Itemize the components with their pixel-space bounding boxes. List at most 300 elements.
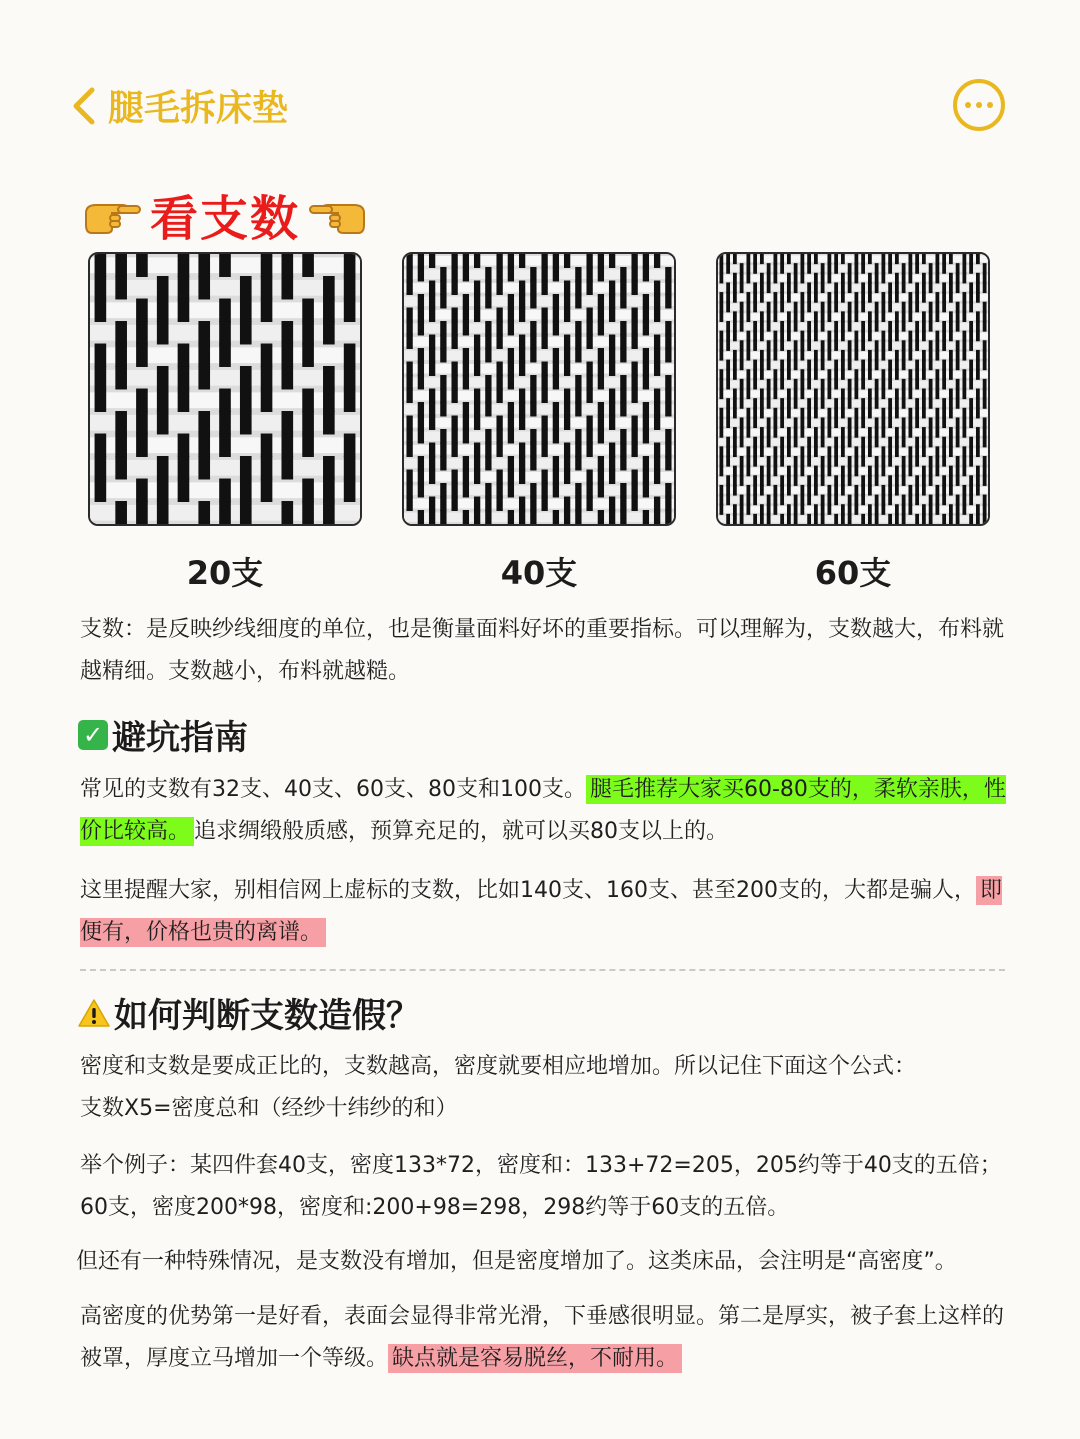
warp-thread: [643, 470, 649, 484]
warp-thread: [780, 398, 784, 409]
warp-thread: [198, 276, 210, 299]
warp-thread: [440, 294, 446, 308]
warp-thread: [861, 263, 865, 274]
warp-thread: [178, 456, 190, 479]
warp-thread: [620, 335, 626, 349]
warp-thread: [665, 456, 671, 470]
warp-thread: [956, 302, 960, 313]
warp-thread: [643, 348, 649, 362]
warp-thread: [451, 389, 457, 403]
warp-thread: [868, 360, 872, 371]
warp-thread: [726, 379, 730, 390]
warp-thread: [794, 466, 798, 477]
warp-thread: [861, 417, 865, 428]
warp-thread: [807, 369, 811, 380]
warp-thread: [895, 504, 899, 515]
warp-thread: [451, 254, 457, 268]
warp-thread: [586, 470, 592, 484]
warp-thread: [827, 263, 831, 274]
warp-thread: [854, 350, 858, 361]
warp-thread: [780, 417, 784, 428]
warp-thread: [875, 263, 879, 274]
warp-thread: [440, 443, 446, 457]
warp-thread: [854, 495, 858, 506]
warp-thread: [496, 321, 502, 335]
warp-thread: [508, 402, 514, 416]
warp-thread: [733, 369, 737, 380]
warp-thread: [609, 294, 615, 308]
warp-thread: [261, 479, 273, 502]
warp-thread: [834, 379, 838, 390]
warp-thread: [643, 416, 649, 430]
warp-thread: [654, 416, 660, 430]
warp-thread: [976, 292, 980, 303]
warp-thread: [665, 321, 671, 335]
warp-thread: [841, 437, 845, 448]
warp-thread: [519, 348, 525, 362]
warp-thread: [888, 321, 892, 332]
warp-thread: [949, 427, 953, 438]
warp-thread: [949, 350, 953, 361]
warp-thread: [881, 340, 885, 351]
warp-thread: [719, 485, 723, 496]
warp-thread: [794, 504, 798, 515]
warp-thread: [888, 398, 892, 409]
warp-thread: [773, 311, 777, 322]
warp-thread: [136, 254, 148, 277]
warp-thread: [854, 466, 858, 477]
warp-thread: [740, 466, 744, 477]
warp-thread: [881, 427, 885, 438]
warp-thread: [719, 369, 723, 380]
warp-thread: [868, 504, 872, 515]
warp-thread: [902, 495, 906, 506]
warp-thread: [780, 254, 784, 264]
warp-thread: [787, 360, 791, 371]
warp-thread: [586, 321, 592, 335]
warp-thread: [956, 417, 960, 428]
warp-thread: [983, 495, 987, 506]
warp-thread: [935, 379, 939, 390]
warp-thread: [969, 398, 973, 409]
warp-thread: [760, 475, 764, 486]
warp-thread: [787, 254, 791, 264]
warp-thread: [800, 389, 804, 400]
warp-thread: [908, 292, 912, 303]
warp-thread: [814, 466, 818, 477]
warp-thread: [787, 408, 791, 419]
warp-thread: [631, 443, 637, 457]
warp-thread: [740, 360, 744, 371]
warp-thread: [719, 466, 723, 477]
warp-thread: [406, 375, 412, 389]
warp-thread: [451, 335, 457, 349]
warp-thread: [915, 331, 919, 342]
warp-thread: [281, 344, 293, 367]
warp-thread: [726, 321, 730, 332]
warp-thread: [929, 360, 933, 371]
warp-thread: [827, 389, 831, 400]
warp-thread: [733, 273, 737, 284]
warp-thread: [665, 402, 671, 416]
warp-thread: [800, 417, 804, 428]
warp-thread: [969, 292, 973, 303]
warp-thread: [814, 321, 818, 332]
warp-thread: [868, 485, 872, 496]
warp-thread: [323, 321, 335, 344]
warp-thread: [780, 485, 784, 496]
warp-thread: [908, 254, 912, 264]
warp-thread: [553, 362, 559, 376]
weave-swatch-20: [88, 252, 362, 526]
warp-thread: [821, 263, 825, 274]
warp-thread: [474, 308, 480, 322]
warp-thread: [219, 321, 231, 344]
warp-thread: [451, 375, 457, 389]
warp-thread: [665, 267, 671, 281]
warp-thread: [553, 321, 559, 335]
warp-thread: [643, 321, 649, 335]
warp-thread: [620, 497, 626, 511]
warp-thread: [935, 302, 939, 313]
warp-thread: [794, 398, 798, 409]
warp-thread: [733, 311, 737, 322]
warp-thread: [854, 254, 858, 264]
warp-thread: [949, 475, 953, 486]
warp-thread: [767, 360, 771, 371]
warp-thread: [508, 308, 514, 322]
warp-thread: [719, 263, 723, 274]
warp-thread: [929, 389, 933, 400]
warp-thread: [875, 398, 879, 409]
warp-thread: [719, 292, 723, 303]
warp-thread: [773, 369, 777, 380]
warp-thread: [787, 282, 791, 293]
warp-thread: [219, 344, 231, 367]
warp-thread: [814, 311, 818, 322]
warp-thread: [922, 408, 926, 419]
warp-thread: [922, 475, 926, 486]
warp-thread: [767, 350, 771, 361]
warp-thread: [760, 311, 764, 322]
warp-thread: [888, 254, 892, 264]
warp-thread: [888, 360, 892, 371]
warp-thread: [807, 379, 811, 390]
warp-thread: [665, 348, 671, 362]
warp-thread: [219, 501, 231, 524]
warp-thread: [474, 510, 480, 524]
warp-thread: [935, 331, 939, 342]
warp-thread: [519, 294, 525, 308]
warp-thread: [949, 311, 953, 322]
warp-thread: [753, 282, 757, 293]
warp-thread: [530, 267, 536, 281]
warp-thread: [908, 379, 912, 390]
warp-thread: [719, 504, 723, 515]
warp-thread: [643, 308, 649, 322]
warp-thread: [485, 294, 491, 308]
warp-thread: [178, 299, 190, 322]
warp-thread: [881, 331, 885, 342]
warp-thread: [665, 483, 671, 497]
dot: [965, 102, 971, 108]
warp-thread: [888, 495, 892, 506]
warp-thread: [854, 446, 858, 457]
warp-thread: [553, 267, 559, 281]
warp-thread: [740, 504, 744, 515]
warp-thread: [787, 398, 791, 409]
warp-thread: [983, 340, 987, 351]
warp-thread: [800, 340, 804, 351]
warp-thread: [440, 348, 446, 362]
warp-thread: [875, 456, 879, 467]
dot: [987, 102, 993, 108]
warp-thread: [915, 302, 919, 313]
warp-thread: [827, 331, 831, 342]
warp-thread: [530, 335, 536, 349]
warning-icon: [78, 998, 110, 1028]
warp-thread: [780, 495, 784, 506]
warp-thread: [929, 417, 933, 428]
warp-thread: [261, 456, 273, 479]
warp-thread: [136, 344, 148, 367]
warp-thread: [854, 340, 858, 351]
warp-thread: [541, 308, 547, 322]
warp-thread: [949, 485, 953, 496]
warp-thread: [888, 408, 892, 419]
warp-thread: [821, 456, 825, 467]
warp-thread: [807, 495, 811, 506]
warp-thread: [719, 302, 723, 313]
warp-thread: [463, 362, 469, 376]
warp-thread: [773, 427, 777, 438]
warp-thread: [821, 466, 825, 477]
warp-thread: [962, 456, 966, 467]
warp-thread: [767, 504, 771, 515]
warp-thread: [929, 495, 933, 506]
warp-thread: [429, 416, 435, 430]
warp-thread: [178, 344, 190, 367]
warp-thread: [868, 446, 872, 457]
warp-thread: [908, 417, 912, 428]
warp-thread: [240, 321, 252, 344]
warp-thread: [733, 427, 737, 438]
warp-thread: [929, 456, 933, 467]
warp-thread: [753, 408, 757, 419]
definition-text: 支数：是反映纱线细度的单位，也是衡量面料好坏的重要指标。可以理解为，支数越大，布料就越精细。支数越小，布料就越糙。: [80, 617, 1005, 684]
warp-thread: [949, 331, 953, 342]
warp-thread: [902, 427, 906, 438]
warp-thread: [902, 466, 906, 477]
text-run: 追求绸缎般质感，预算充足的，就可以买80支以上的。: [194, 819, 729, 844]
warp-thread: [861, 456, 865, 467]
warp-thread: [969, 446, 973, 457]
warp-thread: [814, 273, 818, 284]
warp-thread: [746, 485, 750, 496]
warp-thread: [875, 466, 879, 477]
warp-thread: [814, 504, 818, 515]
warp-thread: [848, 475, 852, 486]
warp-thread: [935, 485, 939, 496]
warp-thread: [598, 483, 604, 497]
warp-thread: [733, 485, 737, 496]
warp-thread: [827, 311, 831, 322]
warp-thread: [821, 350, 825, 361]
warp-thread: [969, 360, 973, 371]
warp-thread: [868, 321, 872, 332]
warp-thread: [719, 446, 723, 457]
warp-thread: [915, 485, 919, 496]
warp-thread: [814, 427, 818, 438]
warp-thread: [115, 254, 127, 277]
warp-thread: [157, 321, 169, 344]
warp-thread: [956, 398, 960, 409]
warp-thread: [962, 331, 966, 342]
warp-thread: [908, 350, 912, 361]
warp-thread: [496, 362, 502, 376]
warp-thread: [861, 495, 865, 506]
warp-thread: [902, 379, 906, 390]
warp-thread: [302, 434, 314, 457]
warp-thread: [219, 411, 231, 434]
warp-thread: [281, 434, 293, 457]
warp-thread: [827, 254, 831, 264]
warp-thread: [780, 456, 784, 467]
warp-thread: [881, 302, 885, 313]
warp-thread: [962, 379, 966, 390]
warp-thread: [976, 360, 980, 371]
warp-thread: [881, 379, 885, 390]
swatch-label-40: 40支: [500, 554, 578, 592]
warp-thread: [654, 281, 660, 295]
warp-thread: [834, 417, 838, 428]
warp-thread: [767, 389, 771, 400]
warp-thread: [962, 417, 966, 428]
warp-thread: [983, 321, 987, 332]
warp-thread: [854, 331, 858, 342]
warp-thread: [451, 443, 457, 457]
warp-thread: [485, 510, 491, 524]
warp-thread: [821, 475, 825, 486]
warp-thread: [895, 360, 899, 371]
warp-thread: [598, 456, 604, 470]
warp-thread: [609, 348, 615, 362]
back-button[interactable]: [70, 80, 288, 131]
warp-thread: [519, 362, 525, 376]
warp-thread: [888, 514, 892, 524]
warp-thread: [726, 302, 730, 313]
warp-thread: [807, 263, 811, 274]
warp-thread: [827, 273, 831, 284]
warp-thread: [794, 437, 798, 448]
warp-thread: [530, 429, 536, 443]
warp-thread: [962, 369, 966, 380]
warp-thread: [888, 437, 892, 448]
warp-thread: [418, 483, 424, 497]
warp-thread: [787, 475, 791, 486]
warp-thread: [888, 282, 892, 293]
warp-thread: [474, 335, 480, 349]
warp-thread: [827, 369, 831, 380]
warp-thread: [665, 294, 671, 308]
warp-thread: [976, 350, 980, 361]
warp-thread: [746, 446, 750, 457]
warp-thread: [654, 497, 660, 511]
warp-thread: [868, 282, 872, 293]
warp-thread: [773, 495, 777, 506]
warp-thread: [949, 321, 953, 332]
warp-thread: [541, 389, 547, 403]
warp-thread: [834, 495, 838, 506]
warp-thread: [773, 292, 777, 303]
warp-thread: [406, 335, 412, 349]
warp-thread: [848, 514, 852, 524]
warp-thread: [942, 340, 946, 351]
warp-thread: [895, 282, 899, 293]
warp-thread: [733, 408, 737, 419]
warp-thread: [767, 340, 771, 351]
warp-thread: [631, 416, 637, 430]
warp-thread: [440, 483, 446, 497]
warp-thread: [881, 389, 885, 400]
warp-thread: [767, 427, 771, 438]
warp-thread: [281, 321, 293, 344]
warp-thread: [344, 389, 356, 412]
warp-thread: [429, 281, 435, 295]
warp-thread: [929, 475, 933, 486]
warp-thread: [780, 369, 784, 380]
warp-thread: [902, 514, 906, 524]
warp-thread: [807, 331, 811, 342]
warp-thread: [553, 294, 559, 308]
warp-thread: [440, 510, 446, 524]
warp-thread: [969, 282, 973, 293]
warp-thread: [344, 276, 356, 299]
warp-thread: [800, 311, 804, 322]
warp-thread: [740, 340, 744, 351]
warp-thread: [564, 348, 570, 362]
warp-thread: [814, 331, 818, 342]
warp-thread: [834, 321, 838, 332]
warp-thread: [740, 350, 744, 361]
warp-thread: [888, 331, 892, 342]
warp-thread: [929, 273, 933, 284]
warp-thread: [429, 497, 435, 511]
warp-thread: [726, 514, 730, 524]
warp-thread: [463, 308, 469, 322]
more-dots-icon[interactable]: [953, 79, 1005, 131]
chevron-left-icon: [70, 86, 98, 126]
warp-thread: [922, 485, 926, 496]
warp-thread: [508, 267, 514, 281]
warp-thread: [541, 321, 547, 335]
warp-thread: [198, 321, 210, 344]
warp-thread: [942, 495, 946, 506]
warp-thread: [198, 456, 210, 479]
warp-thread: [302, 321, 314, 344]
warp-thread: [753, 495, 757, 506]
warp-thread: [854, 263, 858, 274]
warp-thread: [519, 443, 525, 457]
warp-thread: [575, 294, 581, 308]
warp-thread: [854, 273, 858, 284]
warp-thread: [956, 263, 960, 274]
warp-thread: [530, 456, 536, 470]
warp-thread: [485, 281, 491, 295]
warp-thread: [976, 331, 980, 342]
warp-thread: [915, 263, 919, 274]
warp-thread: [474, 470, 480, 484]
